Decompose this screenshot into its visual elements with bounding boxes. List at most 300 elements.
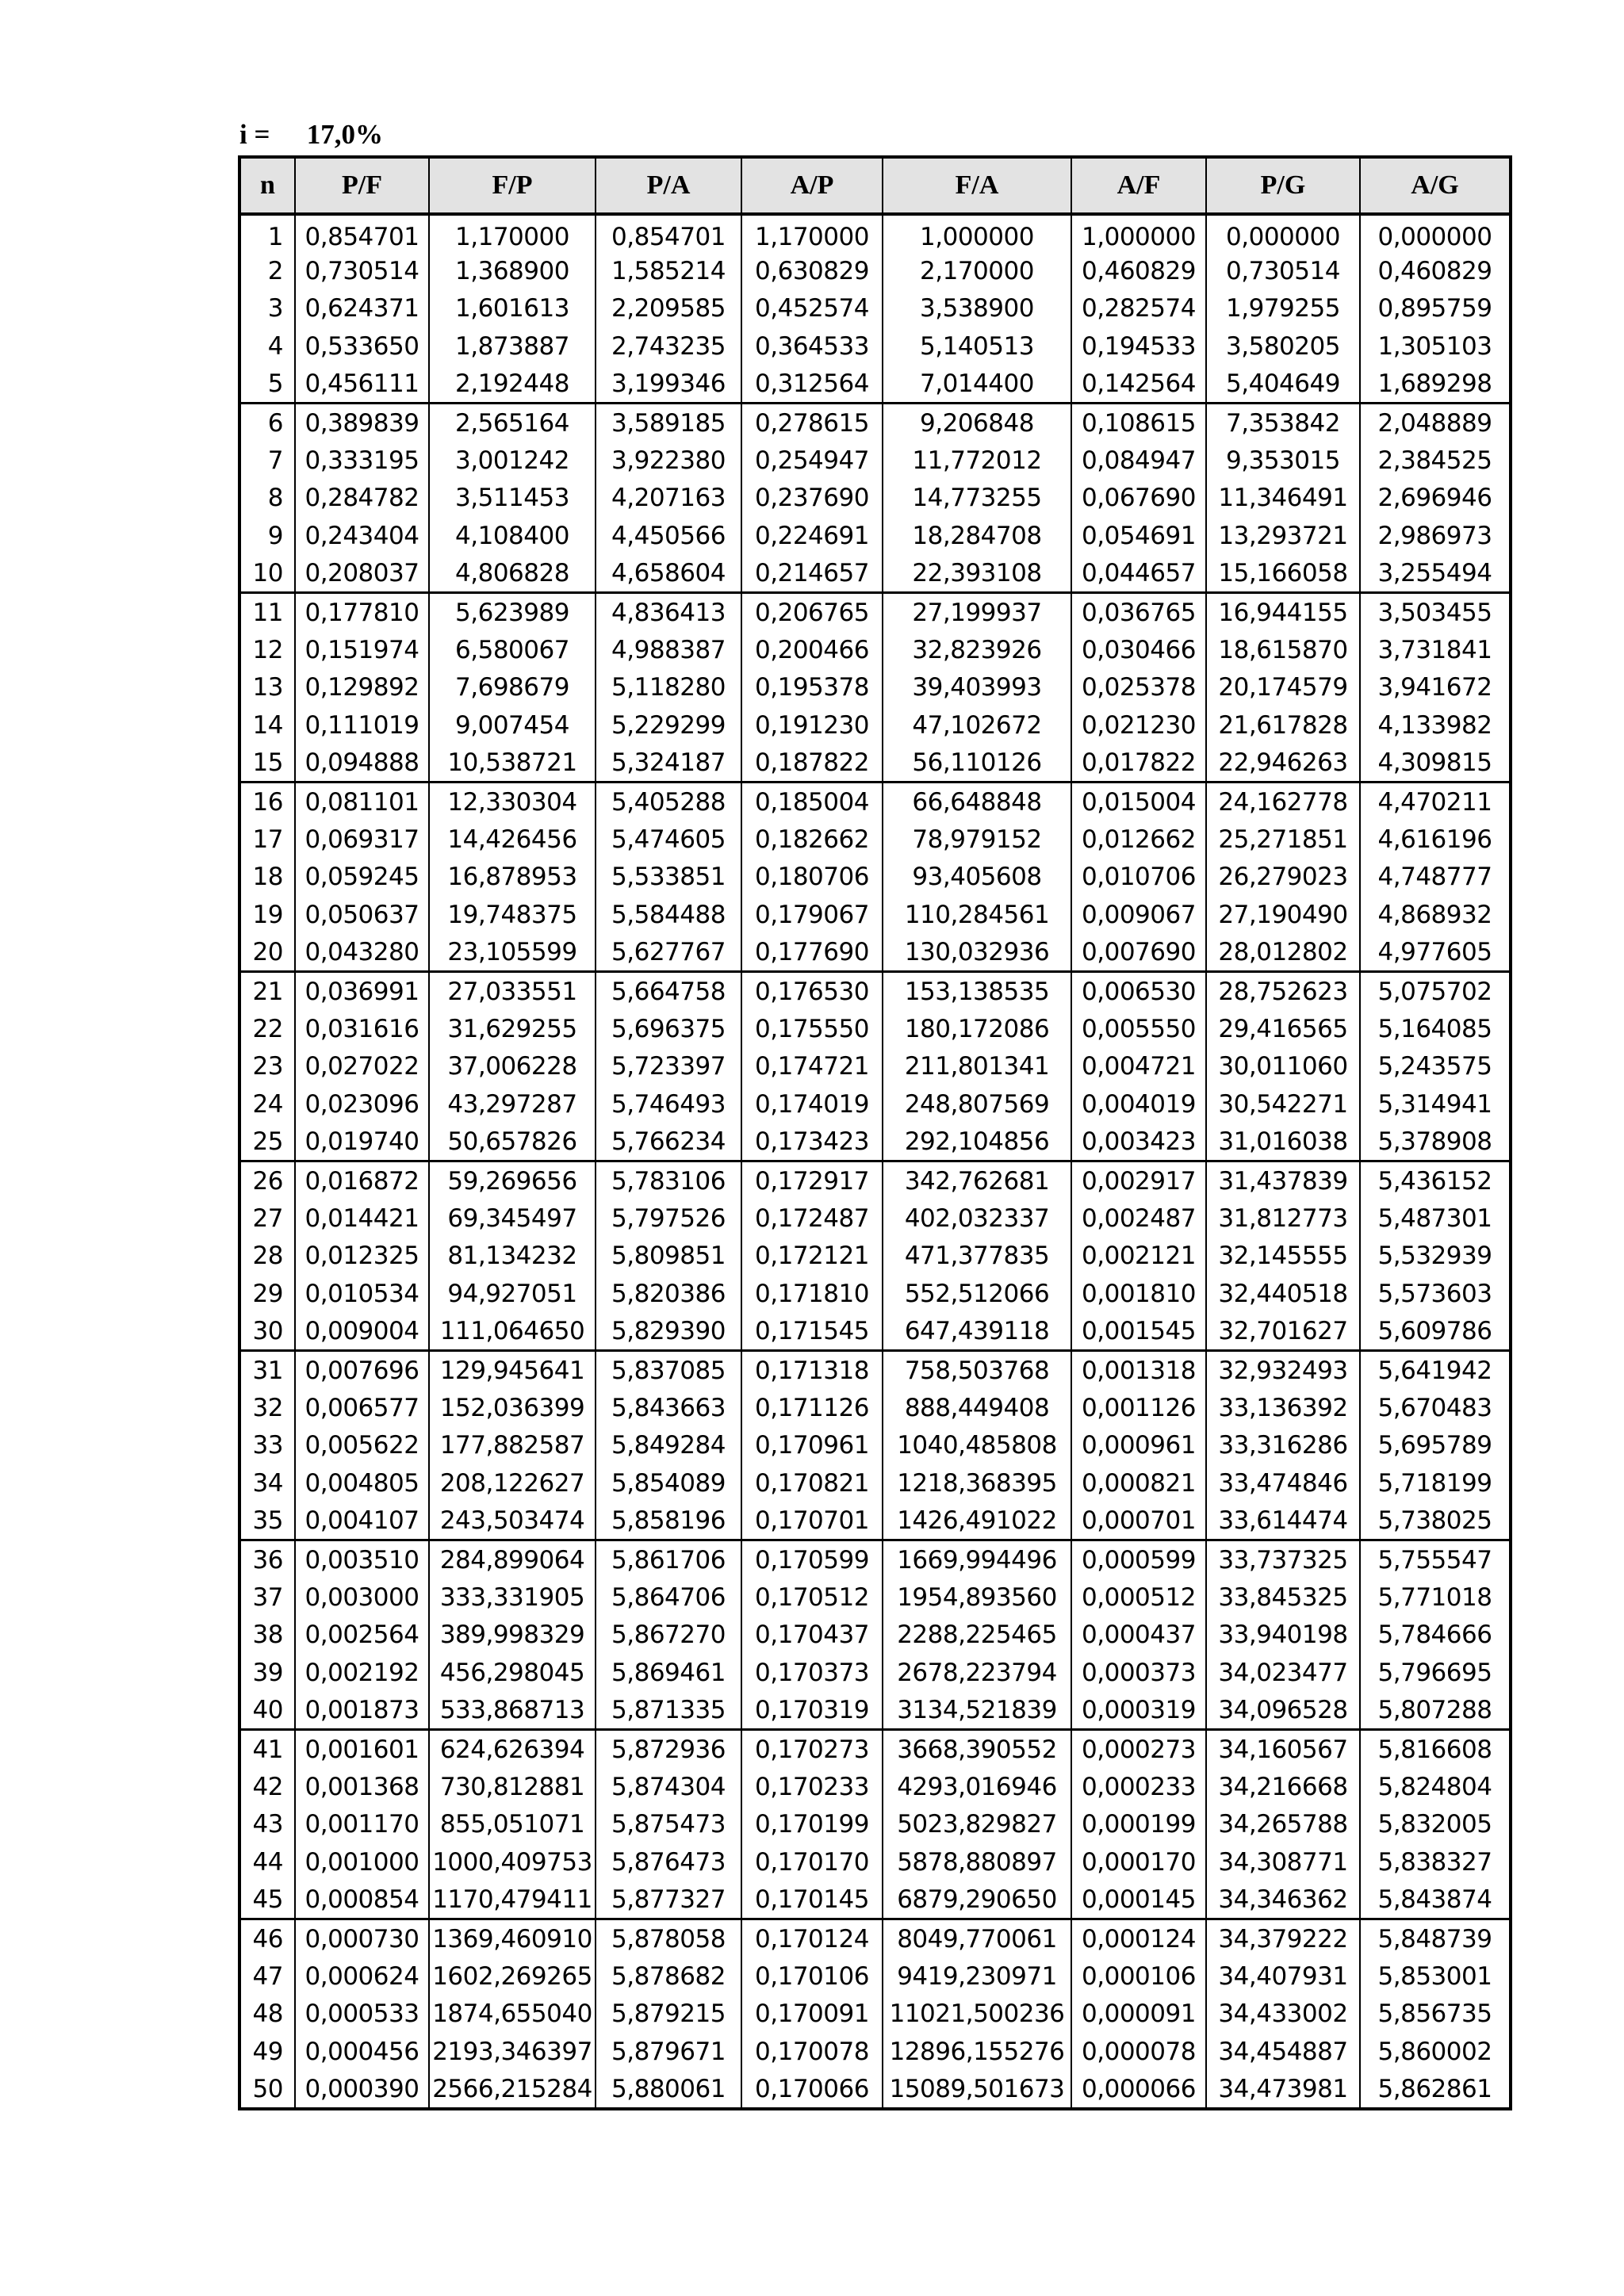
table-row [239, 1085, 1511, 1123]
factor-cell: 5,872936 [596, 1730, 741, 1768]
period-cell: 40 [239, 1692, 295, 1730]
factor-cell: 2,384525 [1360, 442, 1511, 480]
table-row [239, 631, 1511, 669]
period-cell: 12 [239, 631, 295, 669]
factor-cell: 5,838327 [1360, 1843, 1511, 1881]
factor-cell: 22,393108 [883, 555, 1071, 593]
factor-cell: 0,017822 [1071, 744, 1206, 783]
factor-cell: 4,806828 [429, 555, 596, 593]
factor-cell: 27,190490 [1206, 896, 1360, 934]
factor-cell: 0,170961 [741, 1427, 883, 1465]
factor-cell: 3,538900 [883, 290, 1071, 328]
factor-cell: 9419,230971 [883, 1957, 1071, 1996]
factor-cell: 31,629255 [429, 1010, 596, 1048]
header-p-a: P/A [596, 157, 741, 214]
factor-cell: 5,807288 [1360, 1692, 1511, 1730]
factor-cell: 13,293721 [1206, 517, 1360, 555]
factor-cell: 5,856735 [1360, 1995, 1511, 2033]
factor-cell: 1426,491022 [883, 1502, 1071, 1540]
factor-cell: 0,170319 [741, 1692, 883, 1730]
factor-cell: 0,003510 [295, 1540, 429, 1578]
factor-cell: 34,308771 [1206, 1843, 1360, 1881]
factor-cell: 342,762681 [883, 1161, 1071, 1200]
period-cell: 8 [239, 480, 295, 518]
factor-cell: 5,869461 [596, 1654, 741, 1692]
factor-cell: 0,000599 [1071, 1540, 1206, 1578]
factor-cell: 0,054691 [1071, 517, 1206, 555]
factor-cell: 284,899064 [429, 1540, 596, 1578]
factor-cell: 0,854701 [295, 214, 429, 252]
factor-cell: 5,695789 [1360, 1427, 1511, 1465]
factor-cell: 56,110126 [883, 744, 1071, 783]
factor-cell: 5,771018 [1360, 1578, 1511, 1617]
factor-cell: 0,016872 [295, 1161, 429, 1200]
factor-cell: 0,010706 [1071, 859, 1206, 897]
factor-cell: 5,864706 [596, 1578, 741, 1617]
factor-cell: 81,134232 [429, 1238, 596, 1276]
factor-cell: 5,809851 [596, 1238, 741, 1276]
factor-cell: 0,175550 [741, 1010, 883, 1048]
factor-cell: 5,573603 [1360, 1275, 1511, 1313]
factor-cell: 5,879671 [596, 2033, 741, 2071]
factor-cell: 2,696946 [1360, 480, 1511, 518]
interest-rate-label: i = [239, 119, 270, 150]
factor-cell: 248,807569 [883, 1085, 1071, 1123]
factor-cell: 211,801341 [883, 1048, 1071, 1086]
factor-cell: 5,877327 [596, 1881, 741, 1919]
factor-cell: 0,004805 [295, 1464, 429, 1502]
factor-cell: 552,512066 [883, 1275, 1071, 1313]
factor-cell: 0,000199 [1071, 1805, 1206, 1843]
factor-cell: 0,000233 [1071, 1768, 1206, 1806]
factor-cell: 333,331905 [429, 1578, 596, 1617]
factor-cell: 0,333195 [295, 442, 429, 480]
factor-cell: 94,927051 [429, 1275, 596, 1313]
factor-cell: 177,882587 [429, 1427, 596, 1465]
factor-cell: 5,474605 [596, 821, 741, 859]
table-row [239, 1919, 1511, 1957]
factor-cell: 9,007454 [429, 706, 596, 744]
factor-cell: 0,389839 [295, 404, 429, 442]
factor-cell: 130,032936 [883, 934, 1071, 972]
period-cell: 32 [239, 1389, 295, 1427]
factor-cell: 0,237690 [741, 480, 883, 518]
factor-cell: 4,309815 [1360, 744, 1511, 783]
factor-cell: 0,025378 [1071, 669, 1206, 707]
factor-cell: 0,000390 [295, 2071, 429, 2109]
factor-cell: 0,176530 [741, 972, 883, 1010]
header-f-a: F/A [883, 157, 1071, 214]
factor-cell: 31,812773 [1206, 1200, 1360, 1238]
table-row [239, 896, 1511, 934]
factor-cell: 0,000319 [1071, 1692, 1206, 1730]
factor-cell: 0,009004 [295, 1313, 429, 1351]
factor-cell: 5,878058 [596, 1919, 741, 1957]
factor-cell: 0,005622 [295, 1427, 429, 1465]
period-cell: 4 [239, 327, 295, 365]
table-row [239, 1351, 1511, 1389]
header-p-f: P/F [295, 157, 429, 214]
period-cell: 35 [239, 1502, 295, 1540]
factor-cell: 0,111019 [295, 706, 429, 744]
factor-cell: 0,004721 [1071, 1048, 1206, 1086]
factor-cell: 0,174019 [741, 1085, 883, 1123]
factor-cell: 0,129892 [295, 669, 429, 707]
period-cell: 39 [239, 1654, 295, 1692]
factor-cell: 110,284561 [883, 896, 1071, 934]
factor-cell: 32,145555 [1206, 1238, 1360, 1276]
factor-cell: 0,003000 [295, 1578, 429, 1617]
period-cell: 14 [239, 706, 295, 744]
factor-cell: 456,298045 [429, 1654, 596, 1692]
factor-cell: 243,503474 [429, 1502, 596, 1540]
factor-cell: 0,000124 [1071, 1919, 1206, 1957]
factor-cell: 2193,346397 [429, 2033, 596, 2071]
factor-cell: 533,868713 [429, 1692, 596, 1730]
factor-cell: 5,314941 [1360, 1085, 1511, 1123]
factor-cell: 32,440518 [1206, 1275, 1360, 1313]
interest-rate-heading [239, 119, 383, 151]
factor-cell: 5,755547 [1360, 1540, 1511, 1578]
factor-cell: 33,474846 [1206, 1464, 1360, 1502]
factor-cell: 5,436152 [1360, 1161, 1511, 1200]
factor-cell: 30,542271 [1206, 1085, 1360, 1123]
factor-cell: 5,229299 [596, 706, 741, 744]
factor-cell: 0,036765 [1071, 593, 1206, 631]
factor-cell: 2,170000 [883, 252, 1071, 290]
factor-cell: 0,084947 [1071, 442, 1206, 480]
factor-cell: 0,081101 [295, 783, 429, 821]
table-row [239, 1768, 1511, 1806]
factor-cell: 23,105599 [429, 934, 596, 972]
interest-rate-value: 17,0% [306, 119, 383, 150]
factor-cell: 5,784666 [1360, 1616, 1511, 1654]
factor-cell: 33,136392 [1206, 1389, 1360, 1427]
factor-cell: 0,254947 [741, 442, 883, 480]
factor-cell: 3,922380 [596, 442, 741, 480]
factor-cell: 29,416565 [1206, 1010, 1360, 1048]
factor-cell: 0,200466 [741, 631, 883, 669]
factor-cell: 12896,155276 [883, 2033, 1071, 2071]
factor-cell: 5,405288 [596, 783, 741, 821]
factor-cell: 5,243575 [1360, 1048, 1511, 1086]
table-row [239, 1881, 1511, 1919]
factor-cell: 0,001126 [1071, 1389, 1206, 1427]
factor-cell: 0,059245 [295, 859, 429, 897]
factor-cell: 0,000821 [1071, 1464, 1206, 1502]
factor-cell: 0,182662 [741, 821, 883, 859]
table-row [239, 859, 1511, 897]
factor-cell: 1,585214 [596, 252, 741, 290]
factor-cell: 3,255494 [1360, 555, 1511, 593]
factor-cell: 3134,521839 [883, 1692, 1071, 1730]
factor-cell: 0,000091 [1071, 1995, 1206, 2033]
factor-cell: 0,012662 [1071, 821, 1206, 859]
factor-cell: 0,000078 [1071, 2033, 1206, 2071]
factor-cell: 0,000145 [1071, 1881, 1206, 1919]
factor-cell: 1954,893560 [883, 1578, 1071, 1617]
factor-cell: 14,773255 [883, 480, 1071, 518]
table-row [239, 1843, 1511, 1881]
period-cell: 9 [239, 517, 295, 555]
period-cell: 15 [239, 744, 295, 783]
factor-cell: 1040,485808 [883, 1427, 1071, 1465]
factor-cell: 5,532939 [1360, 1238, 1511, 1276]
factor-cell: 0,282574 [1071, 290, 1206, 328]
factor-cell: 3668,390552 [883, 1730, 1071, 1768]
table-row [239, 669, 1511, 707]
factor-cell: 0,730514 [1206, 252, 1360, 290]
table-row [239, 1200, 1511, 1238]
factor-cell: 5,879215 [596, 1995, 741, 2033]
period-cell: 2 [239, 252, 295, 290]
factor-cell: 93,405608 [883, 859, 1071, 897]
factor-cell: 0,001318 [1071, 1351, 1206, 1389]
factor-cell: 0,533650 [295, 327, 429, 365]
factor-cell: 0,206765 [741, 593, 883, 631]
factor-cell: 0,001601 [295, 1730, 429, 1768]
factor-cell: 0,001873 [295, 1692, 429, 1730]
period-cell: 17 [239, 821, 295, 859]
factor-cell: 2,209585 [596, 290, 741, 328]
factor-cell: 4,108400 [429, 517, 596, 555]
factor-cell: 5,783106 [596, 1161, 741, 1200]
table-row [239, 252, 1511, 290]
factor-cell: 4,470211 [1360, 783, 1511, 821]
factor-cell: 5,796695 [1360, 1654, 1511, 1692]
header-n: n [239, 157, 295, 214]
factor-cell: 0,007696 [295, 1351, 429, 1389]
period-cell: 47 [239, 1957, 295, 1996]
factor-cell: 0,007690 [1071, 934, 1206, 972]
factor-cell: 5,832005 [1360, 1805, 1511, 1843]
factor-cell: 129,945641 [429, 1351, 596, 1389]
factor-cell: 0,015004 [1071, 783, 1206, 821]
factor-cell: 0,185004 [741, 783, 883, 821]
factor-cell: 0,278615 [741, 404, 883, 442]
factor-cell: 0,050637 [295, 896, 429, 934]
factor-cell: 3,199346 [596, 365, 741, 404]
factor-cell: 0,170078 [741, 2033, 883, 2071]
factor-cell: 0,170066 [741, 2071, 883, 2109]
factor-cell: 0,243404 [295, 517, 429, 555]
factor-cell: 0,004019 [1071, 1085, 1206, 1123]
factor-cell: 855,051071 [429, 1805, 596, 1843]
factor-cell: 0,000437 [1071, 1616, 1206, 1654]
factor-cell: 28,752623 [1206, 972, 1360, 1010]
period-cell: 44 [239, 1843, 295, 1881]
factor-cell: 758,503768 [883, 1351, 1071, 1389]
factor-cell: 5,746493 [596, 1085, 741, 1123]
factor-cell: 0,170701 [741, 1502, 883, 1540]
factor-cell: 5,829390 [596, 1313, 741, 1351]
factor-cell: 4,658604 [596, 555, 741, 593]
factor-cell: 34,473981 [1206, 2071, 1360, 2109]
factor-cell: 0,005550 [1071, 1010, 1206, 1048]
factor-cell: 0,002564 [295, 1616, 429, 1654]
header-p-g: P/G [1206, 157, 1360, 214]
factor-cell: 0,208037 [295, 555, 429, 593]
factor-cell: 0,312564 [741, 365, 883, 404]
factor-cell: 5,140513 [883, 327, 1071, 365]
factor-cell: 0,043280 [295, 934, 429, 972]
period-cell: 7 [239, 442, 295, 480]
factor-cell: 28,012802 [1206, 934, 1360, 972]
factor-cell: 0,006577 [295, 1389, 429, 1427]
period-cell: 28 [239, 1238, 295, 1276]
factor-cell: 34,346362 [1206, 1881, 1360, 1919]
factor-cell: 5,696375 [596, 1010, 741, 1048]
table-row [239, 1692, 1511, 1730]
factor-cell: 34,433002 [1206, 1995, 1360, 2033]
factor-cell: 0,170437 [741, 1616, 883, 1654]
factor-cell: 0,452574 [741, 290, 883, 328]
factor-cell: 33,316286 [1206, 1427, 1360, 1465]
interest-factor-table [238, 155, 1512, 2110]
factor-cell: 5,164085 [1360, 1010, 1511, 1048]
factor-cell: 47,102672 [883, 706, 1071, 744]
factor-cell: 5,824804 [1360, 1768, 1511, 1806]
factor-cell: 15,166058 [1206, 555, 1360, 593]
table-row [239, 1427, 1511, 1465]
factor-cell: 8049,770061 [883, 1919, 1071, 1957]
factor-cell: 0,001810 [1071, 1275, 1206, 1313]
factor-cell: 0,195378 [741, 669, 883, 707]
period-cell: 45 [239, 1881, 295, 1919]
factor-cell: 24,162778 [1206, 783, 1360, 821]
table-body [239, 214, 1511, 2109]
factor-cell: 0,170091 [741, 1995, 883, 2033]
factor-cell: 4,977605 [1360, 934, 1511, 972]
factor-cell: 1,979255 [1206, 290, 1360, 328]
factor-cell: 0,000170 [1071, 1843, 1206, 1881]
factor-cell: 0,019740 [295, 1123, 429, 1161]
period-cell: 29 [239, 1275, 295, 1313]
factor-cell: 1,305103 [1360, 327, 1511, 365]
factor-cell: 34,096528 [1206, 1692, 1360, 1730]
table-row [239, 1805, 1511, 1843]
factor-cell: 4,748777 [1360, 859, 1511, 897]
factor-cell: 3,503455 [1360, 593, 1511, 631]
period-cell: 42 [239, 1768, 295, 1806]
header-a-g: A/G [1360, 157, 1511, 214]
factor-cell: 5,816608 [1360, 1730, 1511, 1768]
factor-cell: 0,001170 [295, 1805, 429, 1843]
period-cell: 49 [239, 2033, 295, 2071]
factor-cell: 1,601613 [429, 290, 596, 328]
factor-cell: 0,170373 [741, 1654, 883, 1692]
factor-cell: 1874,655040 [429, 1995, 596, 2033]
factor-cell: 4,207163 [596, 480, 741, 518]
table-row [239, 1502, 1511, 1540]
factor-cell: 34,407931 [1206, 1957, 1360, 1996]
factor-cell: 0,142564 [1071, 365, 1206, 404]
factor-cell: 5,820386 [596, 1275, 741, 1313]
factor-cell: 152,036399 [429, 1389, 596, 1427]
factor-cell: 69,345497 [429, 1200, 596, 1238]
factor-cell: 18,284708 [883, 517, 1071, 555]
table-row [239, 404, 1511, 442]
period-cell: 19 [239, 896, 295, 934]
period-cell: 41 [239, 1730, 295, 1768]
factor-cell: 21,617828 [1206, 706, 1360, 744]
factor-cell: 389,998329 [429, 1616, 596, 1654]
factor-cell: 0,000273 [1071, 1730, 1206, 1768]
factor-cell: 5,487301 [1360, 1200, 1511, 1238]
factor-cell: 11021,500236 [883, 1995, 1071, 2033]
factor-cell: 0,031616 [295, 1010, 429, 1048]
factor-cell: 0,000373 [1071, 1654, 1206, 1692]
factor-cell: 0,214657 [741, 555, 883, 593]
factor-cell: 0,000000 [1206, 214, 1360, 252]
factor-cell: 66,648848 [883, 783, 1071, 821]
factor-cell: 0,000512 [1071, 1578, 1206, 1617]
factor-cell: 0,021230 [1071, 706, 1206, 744]
table-row [239, 1540, 1511, 1578]
factor-cell: 0,023096 [295, 1085, 429, 1123]
factor-cell: 1170,479411 [429, 1881, 596, 1919]
factor-cell: 1602,269265 [429, 1957, 596, 1996]
factor-cell: 0,191230 [741, 706, 883, 744]
factor-cell: 0,000000 [1360, 214, 1511, 252]
factor-cell: 0,000854 [295, 1881, 429, 1919]
table-row [239, 214, 1511, 252]
factor-cell: 402,032337 [883, 1200, 1071, 1238]
factor-cell: 1669,994496 [883, 1540, 1071, 1578]
factor-cell: 4293,016946 [883, 1768, 1071, 1806]
factor-cell: 2678,223794 [883, 1654, 1071, 1692]
period-cell: 38 [239, 1616, 295, 1654]
header-f-p: F/P [429, 157, 596, 214]
period-cell: 6 [239, 404, 295, 442]
factor-cell: 5023,829827 [883, 1805, 1071, 1843]
period-cell: 36 [239, 1540, 295, 1578]
factor-cell: 7,353842 [1206, 404, 1360, 442]
factor-cell: 14,426456 [429, 821, 596, 859]
factor-cell: 11,772012 [883, 442, 1071, 480]
table-row [239, 1238, 1511, 1276]
factor-cell: 730,812881 [429, 1768, 596, 1806]
period-cell: 13 [239, 669, 295, 707]
factor-cell: 3,511453 [429, 480, 596, 518]
factor-cell: 0,108615 [1071, 404, 1206, 442]
table-row [239, 1161, 1511, 1200]
factor-cell: 0,624371 [295, 290, 429, 328]
table-row [239, 821, 1511, 859]
factor-cell: 12,330304 [429, 783, 596, 821]
factor-cell: 30,011060 [1206, 1048, 1360, 1086]
factor-cell: 5,738025 [1360, 1502, 1511, 1540]
factor-cell: 34,023477 [1206, 1654, 1360, 1692]
factor-cell: 5,843663 [596, 1389, 741, 1427]
factor-cell: 0,000730 [295, 1919, 429, 1957]
factor-cell: 16,878953 [429, 859, 596, 897]
period-cell: 50 [239, 2071, 295, 2109]
factor-cell: 0,170170 [741, 1843, 883, 1881]
factor-cell: 0,006530 [1071, 972, 1206, 1010]
factor-cell: 5,664758 [596, 972, 741, 1010]
table-row [239, 2033, 1511, 2071]
table-row [239, 1616, 1511, 1654]
factor-cell: 5,797526 [596, 1200, 741, 1238]
factor-cell: 0,036991 [295, 972, 429, 1010]
factor-cell: 33,940198 [1206, 1616, 1360, 1654]
factor-cell: 0,014421 [295, 1200, 429, 1238]
factor-cell: 5,849284 [596, 1427, 741, 1465]
factor-cell: 5,874304 [596, 1768, 741, 1806]
factor-cell: 0,172487 [741, 1200, 883, 1238]
factor-cell: 18,615870 [1206, 631, 1360, 669]
